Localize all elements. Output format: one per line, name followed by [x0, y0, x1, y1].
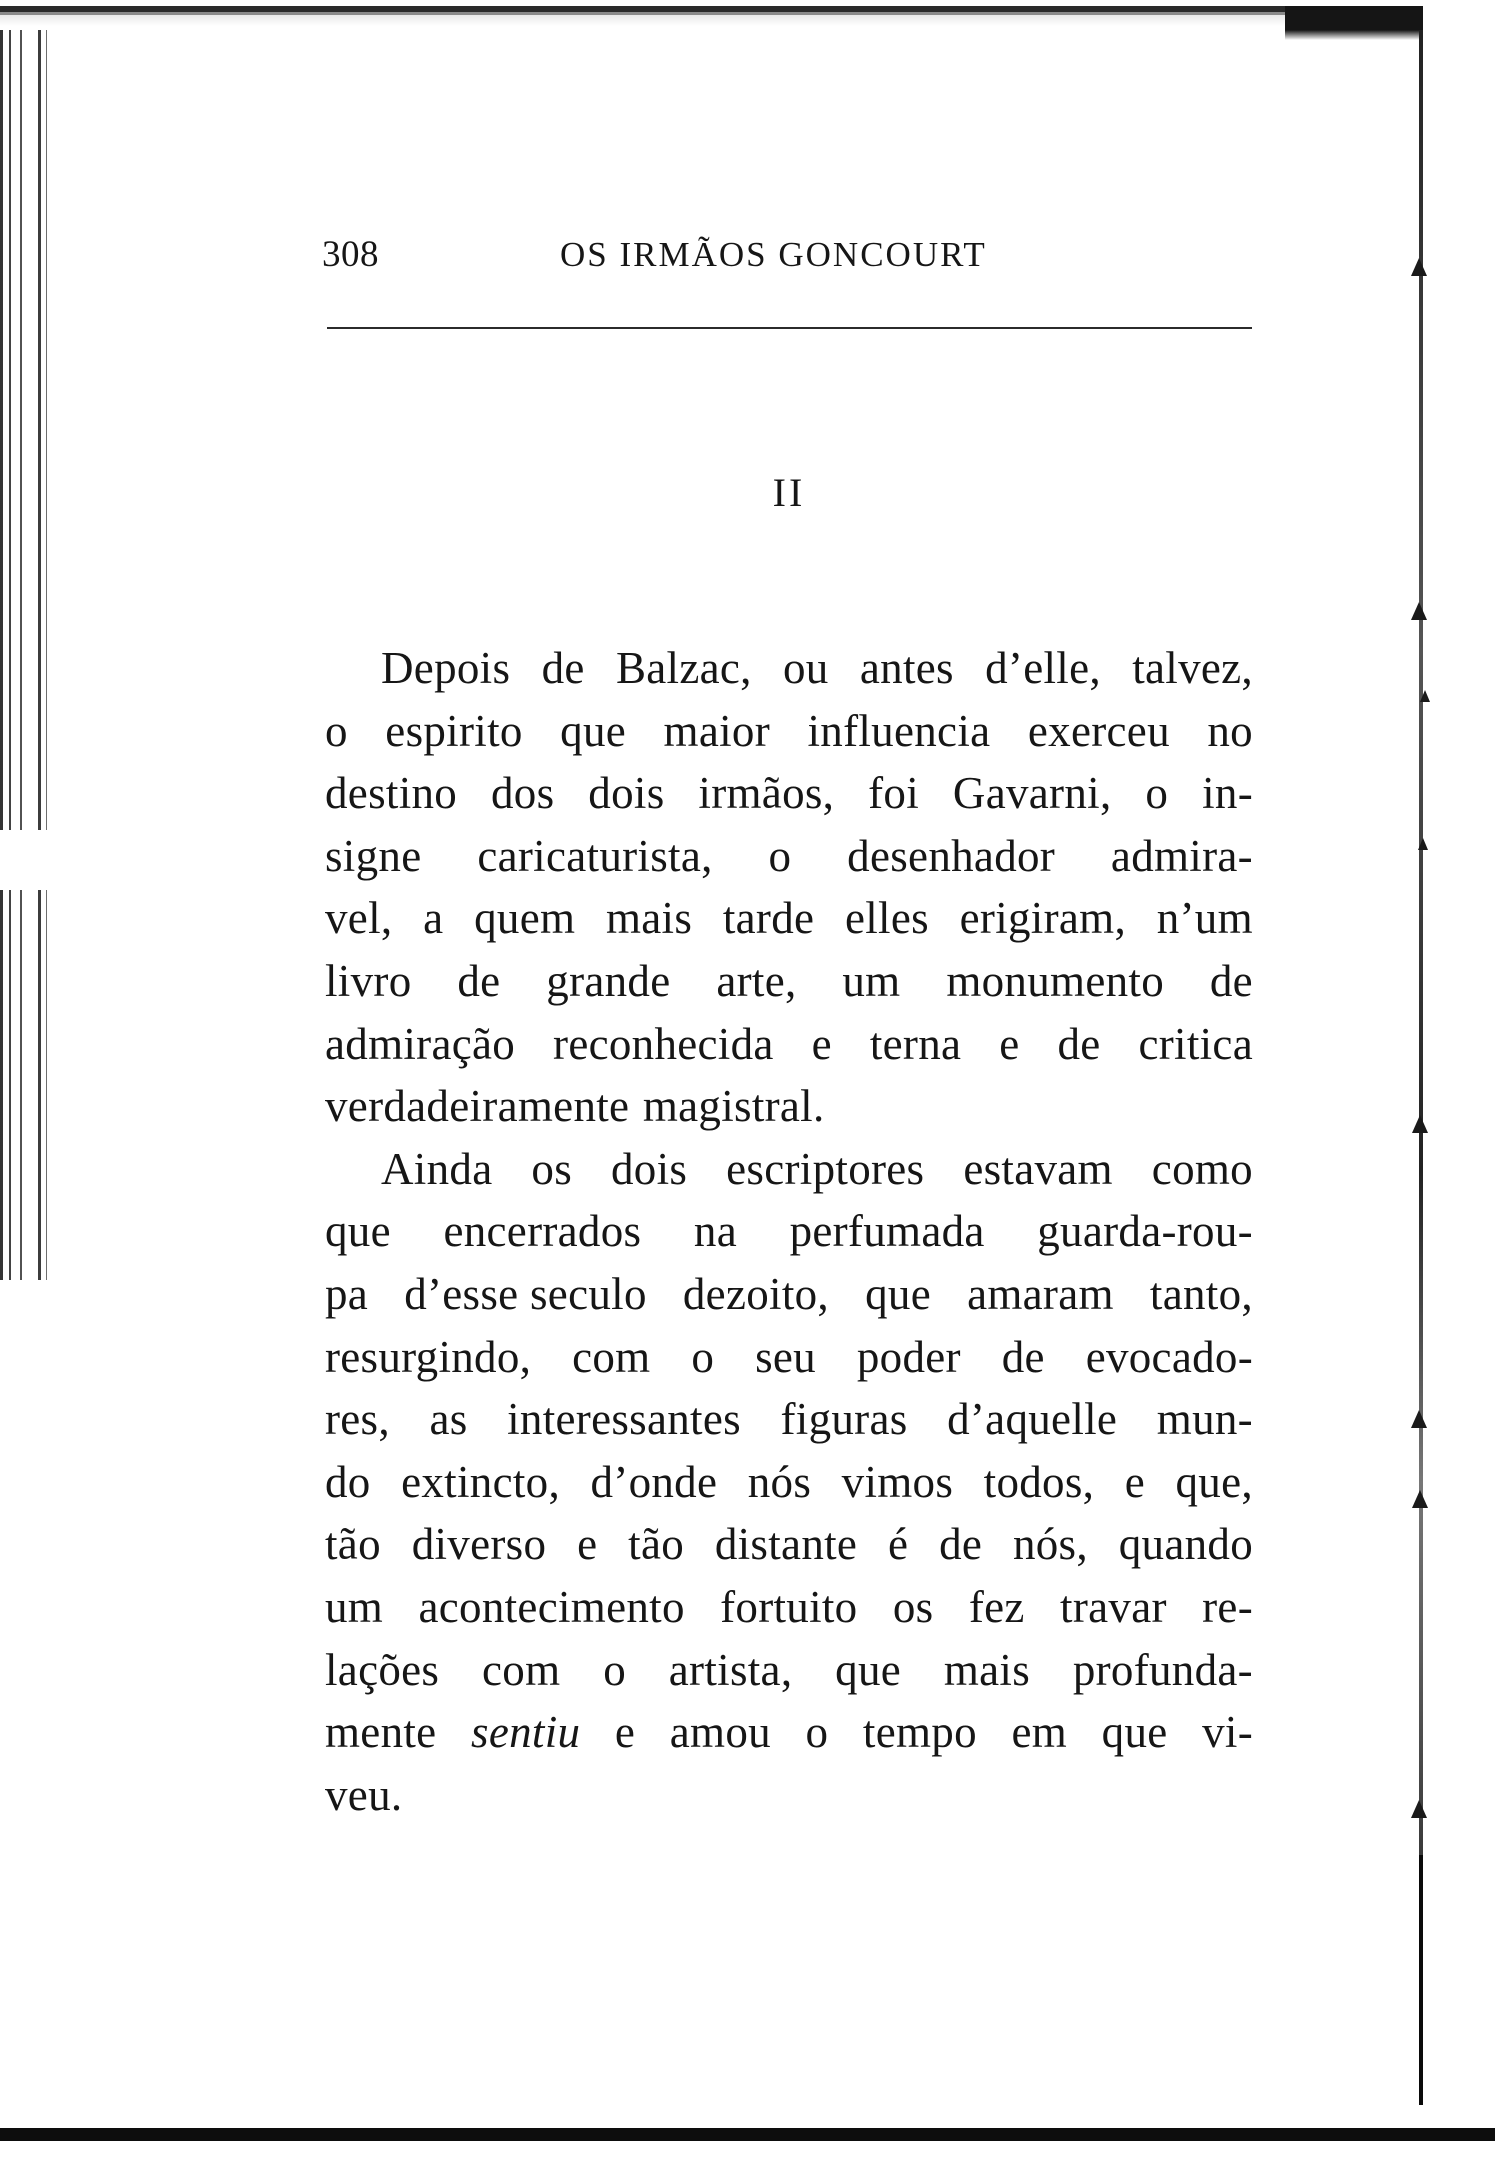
- word: maior: [663, 705, 770, 756]
- word: de: [457, 955, 501, 1006]
- word: e: [614, 1707, 636, 1758]
- scan-speck-mark: [1411, 1800, 1427, 1818]
- text-line: [325, 1200, 1253, 1263]
- text-line: [325, 1701, 1253, 1764]
- word: dois: [610, 1143, 688, 1194]
- word: as: [429, 1394, 468, 1445]
- word: res,: [325, 1394, 390, 1445]
- text-line: [325, 1326, 1253, 1389]
- word: reconhecida: [553, 1018, 774, 1069]
- word: destino: [325, 768, 458, 819]
- word: o: [1145, 768, 1169, 819]
- word: que: [835, 1644, 902, 1695]
- scan-speck-mark: [1411, 602, 1427, 620]
- running-title: OS IRMÃOS GONCOURT: [560, 235, 987, 274]
- word: talvez,: [1132, 643, 1253, 693]
- word: de: [541, 643, 585, 693]
- word: que: [560, 705, 627, 756]
- word: amaram: [967, 1268, 1114, 1319]
- word: o: [768, 830, 792, 881]
- word: amou: [669, 1707, 771, 1758]
- word: caricaturista,: [477, 830, 713, 881]
- word: o: [325, 705, 348, 756]
- word: d’onde: [590, 1456, 718, 1507]
- word: ou: [782, 643, 829, 693]
- word: irmãos,: [698, 768, 835, 819]
- word: escriptores: [726, 1143, 925, 1194]
- word: artista,: [668, 1644, 793, 1695]
- header-rule: [327, 327, 1252, 329]
- word: quem: [474, 893, 576, 944]
- word: tarde: [722, 893, 815, 944]
- word: os: [531, 1143, 573, 1194]
- word: exerceu: [1027, 705, 1170, 756]
- text-line: [325, 1764, 1253, 1827]
- word: perfumada: [789, 1206, 985, 1257]
- word: livro: [325, 955, 412, 1006]
- running-head: [322, 232, 1252, 278]
- text-line: [325, 1138, 1253, 1201]
- text-line: [325, 1263, 1253, 1326]
- paragraph: [325, 1138, 1253, 1827]
- text-line: [325, 1513, 1253, 1576]
- word: vel,: [325, 893, 393, 944]
- word: do: [325, 1456, 371, 1507]
- word: re-: [1202, 1581, 1253, 1632]
- word: elles: [844, 893, 929, 944]
- text-line: [325, 1639, 1253, 1702]
- word: que: [1101, 1707, 1168, 1758]
- text-line: [325, 1075, 1253, 1138]
- text-line: [325, 1388, 1253, 1451]
- word: evocado-: [1085, 1331, 1253, 1382]
- word: critica: [1138, 1018, 1253, 1069]
- page-number: 308: [322, 234, 379, 275]
- word: veu.: [325, 1769, 403, 1820]
- word: admiração: [325, 1018, 516, 1069]
- word: dos: [490, 768, 555, 819]
- word: que: [325, 1206, 391, 1257]
- word: os: [892, 1581, 934, 1632]
- word: Ainda: [381, 1143, 493, 1194]
- word: poder: [856, 1331, 961, 1382]
- word: tanto,: [1149, 1268, 1253, 1319]
- word: travar: [1060, 1581, 1167, 1632]
- word: e: [999, 1018, 1020, 1069]
- word: tão: [325, 1519, 381, 1570]
- word: in-: [1202, 768, 1253, 819]
- word: d’elle,: [985, 643, 1101, 693]
- scan-speck-mark: [1411, 1410, 1427, 1428]
- text-line: [325, 1013, 1253, 1076]
- word: erigiram,: [959, 893, 1127, 944]
- word: mente: [325, 1707, 437, 1758]
- scan-left-gap: [0, 830, 56, 890]
- word: com: [482, 1644, 561, 1695]
- word: figuras: [780, 1394, 908, 1445]
- word: Depois: [381, 643, 511, 693]
- word: guarda-rou-: [1037, 1206, 1253, 1257]
- word: com: [572, 1331, 651, 1382]
- word: monumento: [946, 955, 1165, 1006]
- word: tempo: [862, 1707, 977, 1758]
- scan-right-edge-dark: [1419, 1855, 1423, 2105]
- word: quando: [1118, 1519, 1253, 1570]
- word: o: [691, 1331, 715, 1382]
- word: estavam: [963, 1143, 1113, 1194]
- word: mais: [605, 893, 693, 944]
- word: nós,: [1012, 1519, 1088, 1570]
- text-line: [325, 825, 1253, 888]
- word: em: [1011, 1707, 1068, 1758]
- word: que: [865, 1268, 931, 1319]
- text-line: [325, 700, 1253, 763]
- word: mun-: [1156, 1394, 1253, 1445]
- word: verdadeiramente: [325, 1081, 630, 1132]
- word: um: [842, 955, 901, 1006]
- word: encerrados: [443, 1206, 642, 1257]
- word: grande: [546, 955, 671, 1006]
- word: desenhador: [847, 830, 1056, 881]
- word: fortuito: [720, 1581, 858, 1632]
- scan-top-edge: [0, 0, 1495, 26]
- word: terna: [869, 1018, 962, 1069]
- word: sentiu: [471, 1707, 581, 1758]
- scan-right-margin: [1423, 0, 1495, 2170]
- word: dois: [588, 768, 665, 819]
- word: n’um: [1156, 893, 1253, 944]
- word: resurgindo,: [325, 1331, 532, 1382]
- word: na: [693, 1206, 737, 1257]
- word: de: [939, 1519, 983, 1570]
- word: influencia: [807, 705, 991, 756]
- scan-speck-mark: [1412, 1115, 1428, 1133]
- scan-speck-mark: [1412, 1490, 1428, 1508]
- word: tão: [628, 1519, 685, 1570]
- word: interessantes: [507, 1394, 741, 1445]
- scan-right-edge: [1419, 30, 1423, 2105]
- text-line: [325, 887, 1253, 950]
- text-line: [325, 762, 1253, 825]
- word: d’esse seculo: [404, 1268, 647, 1319]
- word: arte,: [716, 955, 797, 1006]
- word: distante: [714, 1519, 858, 1570]
- word: e: [1124, 1456, 1145, 1507]
- paragraph: [325, 637, 1253, 1138]
- word: a: [423, 893, 444, 944]
- word: todos,: [983, 1456, 1095, 1507]
- word: de: [1209, 955, 1253, 1006]
- word: no: [1207, 705, 1253, 756]
- text-line: [325, 1451, 1253, 1514]
- body-text: [325, 637, 1253, 1826]
- word: foi: [868, 768, 920, 819]
- word: profunda-: [1072, 1644, 1253, 1695]
- word: um: [325, 1581, 384, 1632]
- text-line: [325, 637, 1253, 700]
- section-number: II: [772, 470, 806, 515]
- word: Gavarni,: [952, 768, 1112, 819]
- word: magistral.: [642, 1081, 825, 1132]
- scan-bottom-edge: [0, 2125, 1495, 2170]
- text-line: [325, 1576, 1253, 1639]
- word: d’aquelle: [947, 1394, 1118, 1445]
- word: diverso: [411, 1519, 547, 1570]
- word: lações: [325, 1644, 440, 1695]
- word: antes: [859, 643, 954, 693]
- word: vimos: [841, 1456, 954, 1507]
- word: dezoito,: [682, 1268, 829, 1319]
- word: admira-: [1110, 830, 1253, 881]
- word: é: [888, 1519, 909, 1570]
- word: de: [1057, 1018, 1101, 1069]
- word: de: [1001, 1331, 1045, 1382]
- word: signe: [325, 830, 422, 881]
- word: fez: [968, 1581, 1025, 1632]
- word: que,: [1175, 1456, 1253, 1507]
- word: o: [805, 1707, 829, 1758]
- text-line: [325, 950, 1253, 1013]
- word: Balzac,: [615, 643, 752, 693]
- word: acontecimento: [418, 1581, 685, 1632]
- word: pa: [325, 1268, 369, 1319]
- word: e: [811, 1018, 832, 1069]
- word: extincto,: [401, 1456, 560, 1507]
- word: nós: [747, 1456, 812, 1507]
- word: como: [1151, 1143, 1253, 1194]
- word: mais: [943, 1644, 1031, 1695]
- word: seu: [755, 1331, 816, 1382]
- scan-speck-mark: [1411, 258, 1427, 276]
- scan-speck-mark: [1418, 838, 1428, 850]
- word: vi-: [1202, 1707, 1253, 1758]
- scan-left-binding: [0, 30, 52, 1280]
- word: espirito: [385, 705, 523, 756]
- word: e: [577, 1519, 598, 1570]
- scan-speck-mark: [1420, 690, 1430, 702]
- word: o: [603, 1644, 626, 1695]
